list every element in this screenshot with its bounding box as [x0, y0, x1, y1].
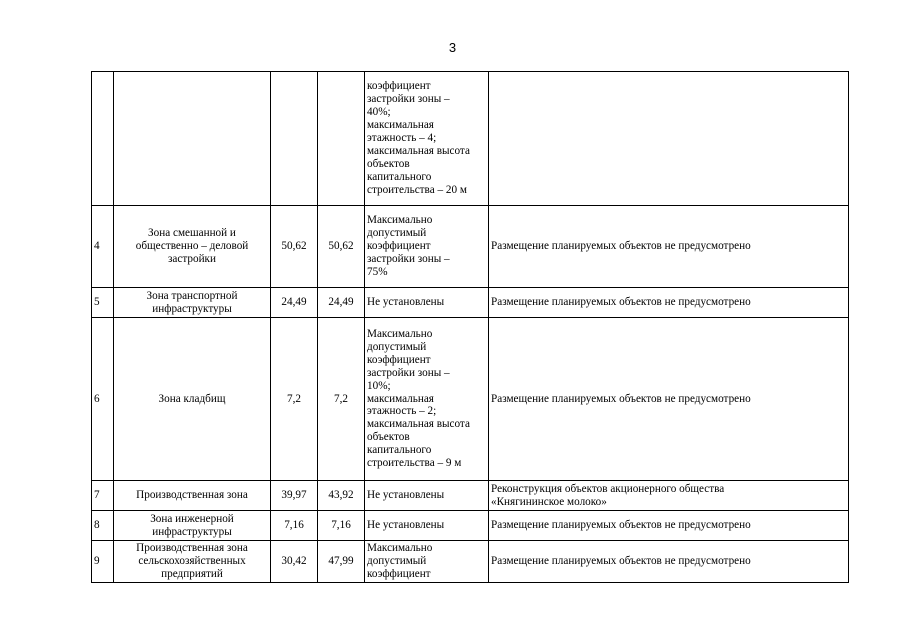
planned-objects-cell: [489, 72, 849, 206]
parameters-line: объектов: [367, 157, 410, 170]
parameters-line: строительства – 9 м: [367, 457, 462, 470]
row-number-cell: [92, 72, 114, 206]
parameters-line: объектов: [367, 431, 410, 444]
page-number: 3: [448, 40, 457, 55]
area-value-cell: 7,2: [271, 318, 318, 481]
area-value-cell: 7,16: [318, 511, 365, 541]
zones-table-body: [92, 72, 849, 583]
zone-name-cell: [114, 288, 271, 318]
parameters-line: 75%: [367, 265, 388, 278]
area-value-cell: 30,42: [271, 541, 318, 583]
planned-objects-line: Размещение планируемых объектов не предусмотрено: [491, 519, 751, 532]
area-value-cell: 47,99: [318, 541, 365, 583]
row-number-cell: 7: [92, 481, 114, 511]
planned-objects-line: Размещение планируемых объектов не предусмотрено: [491, 296, 751, 309]
zone-name-cell: [114, 541, 271, 583]
planned-objects-line: Размещение планируемых объектов не предусмотрено: [491, 392, 751, 405]
planned-objects-line: Размещение планируемых объектов не предусмотрено: [491, 240, 751, 253]
parameters-cell: [365, 318, 489, 481]
zone-name-line: инфраструктуры: [152, 302, 232, 315]
table-row: [92, 206, 849, 288]
zone-name-line: сельскохозяйственных: [138, 555, 246, 568]
zone-name-line: общественно – деловой: [135, 240, 249, 253]
row-number-cell: 5: [92, 288, 114, 318]
area-value-cell: 43,92: [318, 481, 365, 511]
area-value-cell: [318, 72, 365, 206]
row-number-cell: 6: [92, 318, 114, 481]
zone-name-line: Зона инженерной: [150, 512, 234, 525]
parameters-line: капитального: [367, 444, 432, 457]
parameters-cell: [365, 511, 489, 541]
zone-name-cell: [114, 72, 271, 206]
parameters-line: застройки зоны –: [367, 252, 450, 265]
table-row: [92, 318, 849, 481]
parameters-line: этажность – 2;: [367, 405, 437, 418]
parameters-line: допустимый: [367, 340, 427, 353]
area-value-cell: 39,97: [271, 481, 318, 511]
table-row: [92, 481, 849, 511]
parameters-cell: [365, 206, 489, 288]
area-value-cell: 50,62: [271, 206, 318, 288]
zone-name-line: Производственная зона: [136, 542, 248, 555]
planned-objects-cell: [489, 206, 849, 288]
zone-name-line: застройки: [168, 252, 216, 265]
parameters-line: допустимый: [367, 555, 427, 568]
planned-objects-cell: [489, 511, 849, 541]
zone-name-cell: [114, 511, 271, 541]
table-row: [92, 541, 849, 583]
planned-objects-line: Размещение планируемых объектов не предусмотрено: [491, 555, 751, 568]
planned-objects-cell: [489, 541, 849, 583]
row-number-cell: 8: [92, 511, 114, 541]
parameters-line: капитального: [367, 170, 432, 183]
parameters-line: максимальная: [367, 392, 434, 405]
table-row: [92, 288, 849, 318]
row-number-cell: 4: [92, 206, 114, 288]
zone-name-cell: [114, 481, 271, 511]
table-row: [92, 511, 849, 541]
planned-objects-line: Реконструкция объектов акционерного общества: [491, 482, 725, 495]
area-value-cell: [271, 72, 318, 206]
parameters-line: этажность – 4;: [367, 132, 437, 145]
planned-objects-cell: [489, 481, 849, 511]
parameters-line: допустимый: [367, 227, 427, 240]
parameters-line: Максимально: [367, 328, 433, 341]
parameters-cell: [365, 481, 489, 511]
zone-name-line: инфраструктуры: [152, 525, 232, 538]
parameters-cell: [365, 288, 489, 318]
parameters-line: коэффициент: [367, 567, 431, 580]
parameters-line: максимальная: [367, 119, 434, 132]
zone-name-cell: [114, 206, 271, 288]
zone-name-line: Зона смешанной и: [148, 227, 236, 240]
planned-objects-cell: [489, 318, 849, 481]
zone-name-line: Зона транспортной: [146, 289, 238, 302]
parameters-line: Не установлены: [367, 489, 445, 502]
parameters-line: коэффициент: [367, 240, 431, 253]
area-value-cell: 7,2: [318, 318, 365, 481]
area-value-cell: 7,16: [271, 511, 318, 541]
planned-objects-line: «Княгининское молоко»: [491, 495, 607, 508]
parameters-line: Максимально: [367, 214, 433, 227]
parameters-line: застройки зоны –: [367, 366, 450, 379]
area-value-cell: 24,49: [271, 288, 318, 318]
parameters-cell: [365, 541, 489, 583]
zone-name-line: Производственная зона: [136, 489, 248, 502]
zone-name-cell: [114, 318, 271, 481]
area-value-cell: 24,49: [318, 288, 365, 318]
parameters-line: 40%;: [367, 106, 391, 119]
parameters-line: 10%;: [367, 379, 391, 392]
parameters-cell: [365, 72, 489, 206]
parameters-line: строительства – 20 м: [367, 183, 467, 196]
row-number-cell: 9: [92, 541, 114, 583]
parameters-line: коэффициент: [367, 80, 431, 93]
parameters-line: Не установлены: [367, 519, 445, 532]
parameters-line: Максимально: [367, 542, 433, 555]
parameters-line: застройки зоны –: [367, 93, 450, 106]
parameters-line: Не установлены: [367, 296, 445, 309]
parameters-line: коэффициент: [367, 353, 431, 366]
planned-objects-cell: [489, 288, 849, 318]
zone-name-line: Зона кладбищ: [158, 392, 226, 405]
zone-name-line: предприятий: [161, 567, 223, 580]
zones-table: [91, 71, 849, 583]
parameters-line: максимальная высота: [367, 144, 470, 157]
table-row: [92, 72, 849, 206]
parameters-line: максимальная высота: [367, 418, 470, 431]
area-value-cell: 50,62: [318, 206, 365, 288]
